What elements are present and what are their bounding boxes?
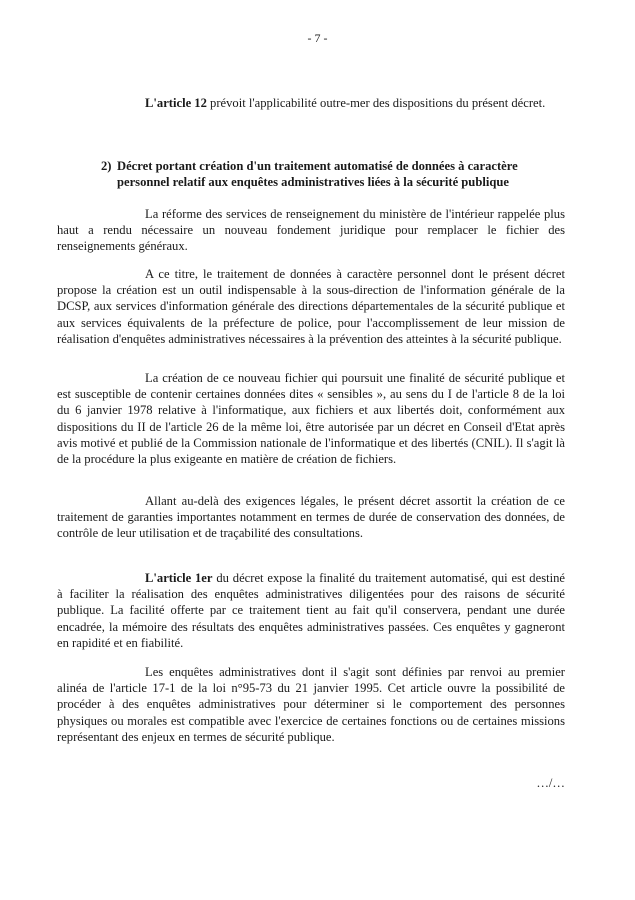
continuation-mark: …/… xyxy=(536,776,565,790)
paragraph-enquetes xyxy=(57,664,565,745)
section-title-line2: personnel relatif aux enquêtes administratives liées à la sécurité publique xyxy=(117,175,509,190)
section-number: 2) xyxy=(101,159,112,173)
paragraph-article-12 xyxy=(57,95,565,111)
paragraph-reforme xyxy=(57,206,565,255)
article-12-text: prévoit l'applicabilité outre-mer des dispositions du présent décret. xyxy=(206,96,546,110)
paragraph-creation-fichier xyxy=(57,370,565,467)
article-1-lead: L'article 1er xyxy=(145,571,213,585)
paragraph-garanties-text: Allant au-delà des exigences légales, le présent décret assortit la création de ce traitement de garanties importantes notamment en termes de durée de conservation des données, de contrôle de leur utilisation et de traçabilité des consultations. xyxy=(57,494,565,541)
section-heading xyxy=(57,158,565,190)
page-number: - 7 - xyxy=(307,31,328,45)
paragraph-creation-fichier-text: La création de ce nouveau fichier qui poursuit une finalité de sécurité publique et est susceptible de contenir certaines données dites « sensibles », au sens du I de l'article 8 de la loi du 6 janvier 1978 relative à l'informatique, aux fichiers et aux libertés doit, conformément aux dispositions du II de l'article 26 de la même loi, être autorisée par un décret en Conseil d'Etat après avis motivé et publié de la Commission nationale de l'informatique et des libertés (CNIL). Il s'agit là de la procédure la plus exigeante en matière de création de fichiers. xyxy=(57,371,565,467)
paragraph-reforme-text: La réforme des services de renseignement du ministère de l'intérieur rappelée plus haut a rendu nécessaire un nouveau fondement juridique pour remplacer le fichier des renseignements généraux. xyxy=(57,207,565,254)
paragraph-article-1 xyxy=(57,570,565,651)
paragraph-garanties xyxy=(57,493,565,542)
article-1-text: du décret expose la finalité du traitement automatisé, qui est destiné à faciliter la réalisation des enquêtes administratives diligentées pour des raisons de sécurité publique. La facilité offerte par ce traitement tient au fait qu'il conservera, pendant une durée encadrée, la mémoire des résultats des enquêtes administratives passées. Ces enquêtes y gagneront en rapidité et en fiabilité. xyxy=(57,571,565,650)
paragraph-enquetes-text: Les enquêtes administratives dont il s'agit sont définies par renvoi au premier alinéa de l'article 17-1 de la loi n°95-73 du 21 janvier 1995. Cet article ouvre la possibilité de procéder à des enquêtes administratives pour déterminer si le comportement des personnes physiques ou morales est compatible avec l'exercice de certaines fonctions ou de certaines missions représentant des enjeux en termes de sécurité publique. xyxy=(57,665,565,744)
paragraph-a-ce-titre xyxy=(57,266,565,347)
article-12-lead: L'article 12 xyxy=(145,96,207,110)
section-title-line1: Décret portant création d'un traitement automatisé de données à caractère xyxy=(117,159,518,173)
paragraph-a-ce-titre-text: A ce titre, le traitement de données à caractère personnel dont le présent décret propose la création est un outil indispensable à la sous-direction de l'information générale de la DCSP, aux services d'information générale des directions départementales de la sécurité publique et aux services équivalents de la préfecture de police, pour l'accomplissement de leur mission de réalisation d'enquêtes administratives nécessaires à la prévention des atteintes à la sécurité publique. xyxy=(57,267,565,346)
